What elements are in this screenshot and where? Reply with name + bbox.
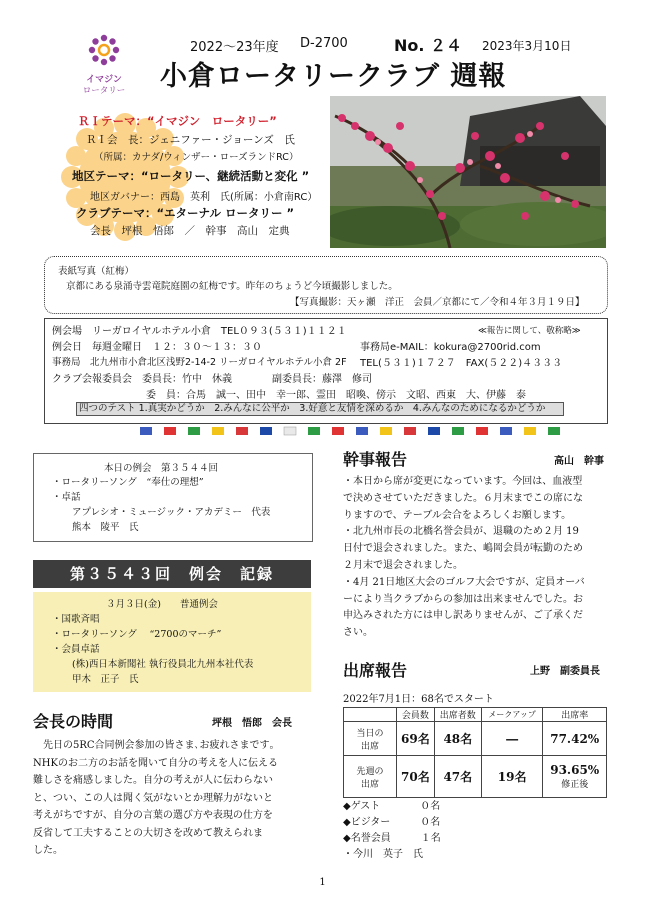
venue: 例会場 リーガロイヤルホテル小倉 TEL０９３(５３１)１１２１ (52, 326, 347, 337)
secretary-line: りますので、テーブル会合をよろしくお願します。 (343, 509, 572, 521)
col-header: メークアップ (481, 708, 543, 722)
office-address: 事務局 北九州市小倉北区浅野2-14-2 リーガロイヤルホテル小倉 2F (52, 357, 347, 368)
rate-note: 修正後 (561, 780, 589, 790)
ri-theme (78, 113, 277, 129)
makeup-count: ― (481, 722, 543, 756)
ri-affiliation: （所属：カナダ/ウィンザー・ローズランドRC） (94, 152, 299, 163)
secretary-heading: 幹事報告 (343, 450, 408, 469)
caption-title: 表紙写真（紅梅） (58, 266, 135, 277)
secretary-line: ２月末で退会されました。 (343, 559, 463, 571)
secretary-line: ・本日から席が変更になっています。今回は、血液型 (343, 476, 583, 487)
today-speaker-org: アプレシオ・ミュージック・アカデミー 代表 (72, 507, 271, 518)
record-item-anthem: ・国歌斉唱 (52, 614, 100, 625)
fiscal-year: 2022～23年度 (190, 40, 279, 55)
club-officers: 会長 坪根 悟郎 ／ 幹事 高山 定典 (90, 225, 290, 237)
president-line: 反省して工夫することの大切さを改めて教えられま (33, 827, 263, 839)
rotary-imagine-logo (78, 30, 130, 100)
honorary-name: ・今川 英子 氏 (343, 849, 423, 860)
meeting-day: 例会日 毎週金曜日 １２：３０～１３：３０ (52, 342, 262, 353)
table-row (344, 722, 607, 756)
attendance-start: 2022年7月1日：68名でスタート (343, 694, 494, 705)
caption-text: 京都にある泉涌寺雲竜院庭園の紅梅です。昨年のちょうど今頃撮影しました。 (66, 281, 398, 292)
president-line: と、つい、この人は聞く気がないとか理解力がないと (33, 792, 273, 804)
ri-president: ＲＩ会 長：ジェニファー・ジョーンズ 氏 (86, 134, 295, 146)
president-line: 考えがちですが、自分の言葉の選び方や表現の仕方を (33, 810, 273, 821)
office-email: 事務局e-MAIL：kokura@2700rid.com (360, 342, 541, 353)
record-banner: 第３５４３回 例会 記録 (33, 560, 311, 588)
record-item-speech: ・会員卓話 (52, 644, 100, 655)
district-theme: 地区テーマ：“ロータリー、継続活動と変化 ” (72, 169, 310, 183)
caption-credit: 【写真撮影：天ヶ瀬 洋正 会員／京都にて／令和４年３月１９日】 (290, 297, 585, 308)
members-count: 69名 (397, 722, 435, 756)
col-header: 会員数 (397, 708, 435, 722)
row-label-line: 先週の (356, 766, 384, 777)
page-title: 小倉ロータリークラブ 週報 (160, 61, 507, 92)
attendance-rate-cell (543, 756, 607, 798)
table-corner (344, 708, 397, 722)
president-text (33, 737, 278, 860)
imagine-flower-icon (78, 30, 130, 72)
attendance-header-row (344, 708, 607, 722)
attendance-heading: 出席報告 (343, 661, 408, 680)
col-header: 出席者数 (434, 708, 481, 722)
logo-text-1: イマジン (86, 75, 122, 85)
attendees-count: 48名 (434, 722, 481, 756)
secretary-line: ・4月 21日地区大会のゴルフ大会ですが、定員オーバ (343, 576, 585, 588)
cover-photo-red-plum (330, 96, 606, 248)
club-theme: クラブテーマ：“エターナル ロータリー ” (76, 206, 295, 220)
honorary-count: ◆名誉会員 １名 (343, 833, 441, 844)
president-line: した。 (33, 845, 63, 856)
president-line: NHKのお二方のお話を聞いて自分の考えを人に伝える (33, 757, 278, 769)
record-item-song: ・ロータリーソング “2700のマーチ” (52, 629, 222, 640)
secretary-line: さい。 (343, 627, 373, 639)
row-label-line: 出席 (360, 741, 379, 752)
secretary-byline: 高山 幹事 (554, 456, 604, 467)
today-speech-label: ・卓話 (52, 492, 81, 503)
row-label-line: 出席 (360, 779, 379, 790)
district: D-2700 (300, 36, 348, 51)
president-heading: 会長の時間 (33, 712, 114, 731)
president-line: 難しさを痛感しました。自分の考えが人に伝わらない (33, 775, 273, 786)
attendees-count: 47名 (434, 756, 481, 798)
guest-count: ◆ゲスト ０名 (343, 801, 441, 812)
row-label (344, 722, 397, 756)
visitor-count: ◆ビジター ０名 (343, 817, 441, 828)
secretary-line: ーにより当クラブからの参加は出来ませんでした。お (343, 593, 583, 605)
issue-number: No. ２４ (394, 36, 463, 55)
today-speaker-name: 熊本 陵平 氏 (72, 522, 139, 533)
four-way-test: 四つのテスト 1.真実かどうか 2.みんなに公平か 3.好意と友情を深めるか 4.みんなのためになるかどうか (76, 402, 564, 416)
president-byline: 坪根 悟郎 会長 (212, 718, 292, 729)
flags-decoration-icon (140, 426, 560, 436)
office-tel-fax: TEL(５３１)１７２７ FAX(５２２)４３３３ (360, 358, 563, 369)
today-meeting-heading: 本日の例会 第３５４４回 (104, 463, 219, 474)
row-label (344, 756, 397, 798)
row-label-line: 当日の (356, 728, 384, 739)
secretary-line: ・北九州市長の北橋名誉会員が、退職のため２月 19 (343, 526, 579, 538)
attendance-rate: 93.65% (550, 763, 600, 777)
logo-text-2: ロータリー (82, 86, 126, 96)
table-row (344, 756, 607, 798)
today-song: ・ロータリーソング “奉仕の理想” (52, 477, 204, 488)
members-count: 70名 (397, 756, 435, 798)
record-speaker-name: 甲木 正子 氏 (72, 674, 139, 685)
committee-members: 委 員：合馬 誠一、田中 幸一郎、霊田 昭喚、傍示 文昭、西東 大、伊藤 泰 (146, 390, 526, 401)
makeup-count: 19名 (481, 756, 543, 798)
president-line: 先日の5RC合同例会参加の皆さま､お疲れさまです｡ (33, 740, 275, 751)
honorific-notice: ≪報告に関して、敬称略≫ (478, 326, 581, 336)
ri-theme-label: ＲＩテーマ：“イマジン ロータリー” (78, 114, 277, 128)
attendance-byline: 上野 副委員長 (530, 666, 600, 677)
secretary-line: 日付で退会されました。また、嶋岡会員が転勤のため (343, 543, 583, 555)
secretary-line: 申込みされた方には申し訳ありませんが、ご了承くだ (343, 610, 583, 622)
record-speaker-org: (株)西日本新聞社 執行役員北九州本社代表 (72, 659, 254, 670)
secretary-text (343, 474, 585, 642)
attendance-table (343, 707, 607, 798)
governor: 地区ガバナー：西島 英利 氏(所属：小倉南RC） (90, 192, 318, 203)
bulletin-committee: クラブ会報委員会 委員長：竹中 休義 副委員長：藤澤 修司 (52, 374, 372, 385)
page-number: 1 (319, 877, 326, 888)
secretary-line: で決めさせていただきました。６月末までこの席にな (343, 492, 583, 504)
record-date: ３月３日(金) 普通例会 (106, 599, 218, 610)
attendance-rate: 77.42% (543, 722, 607, 756)
col-header: 出席率 (543, 708, 607, 722)
attendance-extras (343, 799, 441, 863)
issue-date: 2023年3月10日 (482, 39, 572, 53)
